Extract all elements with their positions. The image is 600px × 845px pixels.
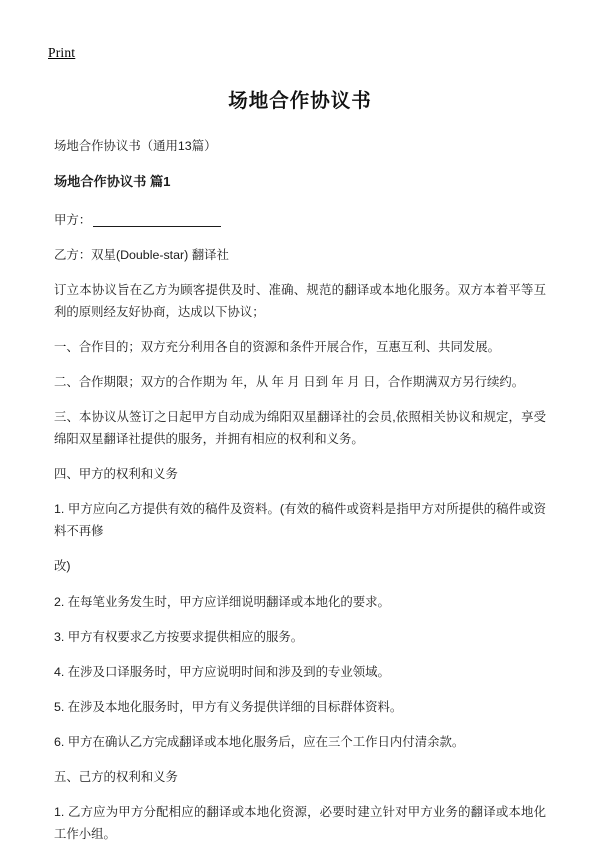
paragraph-clause-4-item-3: 3. 甲方有权要求乙方按要求提供相应的服务。 — [54, 629, 304, 644]
document-subtitle: 场地合作协议书（通用13篇） — [54, 139, 217, 153]
page-title: 场地合作协议书 — [228, 90, 372, 112]
paragraph-clause-5-item-1: 1. 乙方应为甲方分配相应的翻译或本地化资源，必要时建立针对甲方业务的翻译或本地化工作小组。 — [54, 804, 546, 842]
paragraph-clause-3: 三、本协议从签订之日起甲方自动成为绵阳双星翻译社的会员,依照相关协议和规定，享受绵阳双星翻译社提供的服务，并拥有相应的权利和义务。 — [54, 410, 546, 447]
party-b-row: 乙方：双星(Double-star) 翻译社 — [54, 247, 229, 262]
print-button[interactable]: Print — [48, 45, 76, 60]
paragraph-clause-4-heading: 四、甲方的权利和义务 — [54, 467, 178, 482]
paragraph-clause-2: 二、合作期限；双方的合作期为 年，从 年 月 日到 年 月 日，合作期满双方另行续约。 — [54, 374, 525, 389]
paragraph-clause-1: 一、合作目的；双方充分利用各自的资源和条件开展合作，互惠互利、共同发展。 — [54, 339, 501, 354]
party-a-label: 甲方： — [54, 212, 92, 227]
paragraph-clause-4-item-1-cont: 改) — [54, 559, 71, 574]
paragraph-clause-4-item-5: 5. 在涉及本地化服务时，甲方有义务提供详细的目标群体资料。 — [54, 699, 403, 714]
paragraph-clause-4-item-1: 1. 甲方应向乙方提供有效的稿件及资料。(有效的稿件或资料是指甲方对所提供的稿件或资料不再修 — [54, 502, 546, 539]
document-body — [46, 135, 554, 845]
section-heading: 场地合作协议书 篇1 — [54, 174, 171, 190]
paragraph-clause-4-item-2: 2. 在每笔业务发生时，甲方应详细说明翻译或本地化的要求。 — [54, 594, 390, 609]
paragraph-clause-4-item-6: 6. 甲方在确认乙方完成翻译或本地化服务后，应在三个工作日内付清余款。 — [54, 734, 465, 749]
paragraph-clause-4-item-4: 4. 在涉及口译服务时，甲方应说明时间和涉及到的专业领域。 — [54, 664, 390, 679]
paragraph-clause-5-heading: 五、己方的权利和义务 — [54, 769, 178, 784]
party-a-blank-field[interactable] — [93, 226, 221, 227]
party-a-row — [54, 209, 546, 231]
paragraph-purpose-intro: 订立本协议旨在乙方为顾客提供及时、准确、规范的翻译或本地化服务。双方本着平等互利的原则经友好协商，达成以下协议； — [54, 282, 546, 319]
